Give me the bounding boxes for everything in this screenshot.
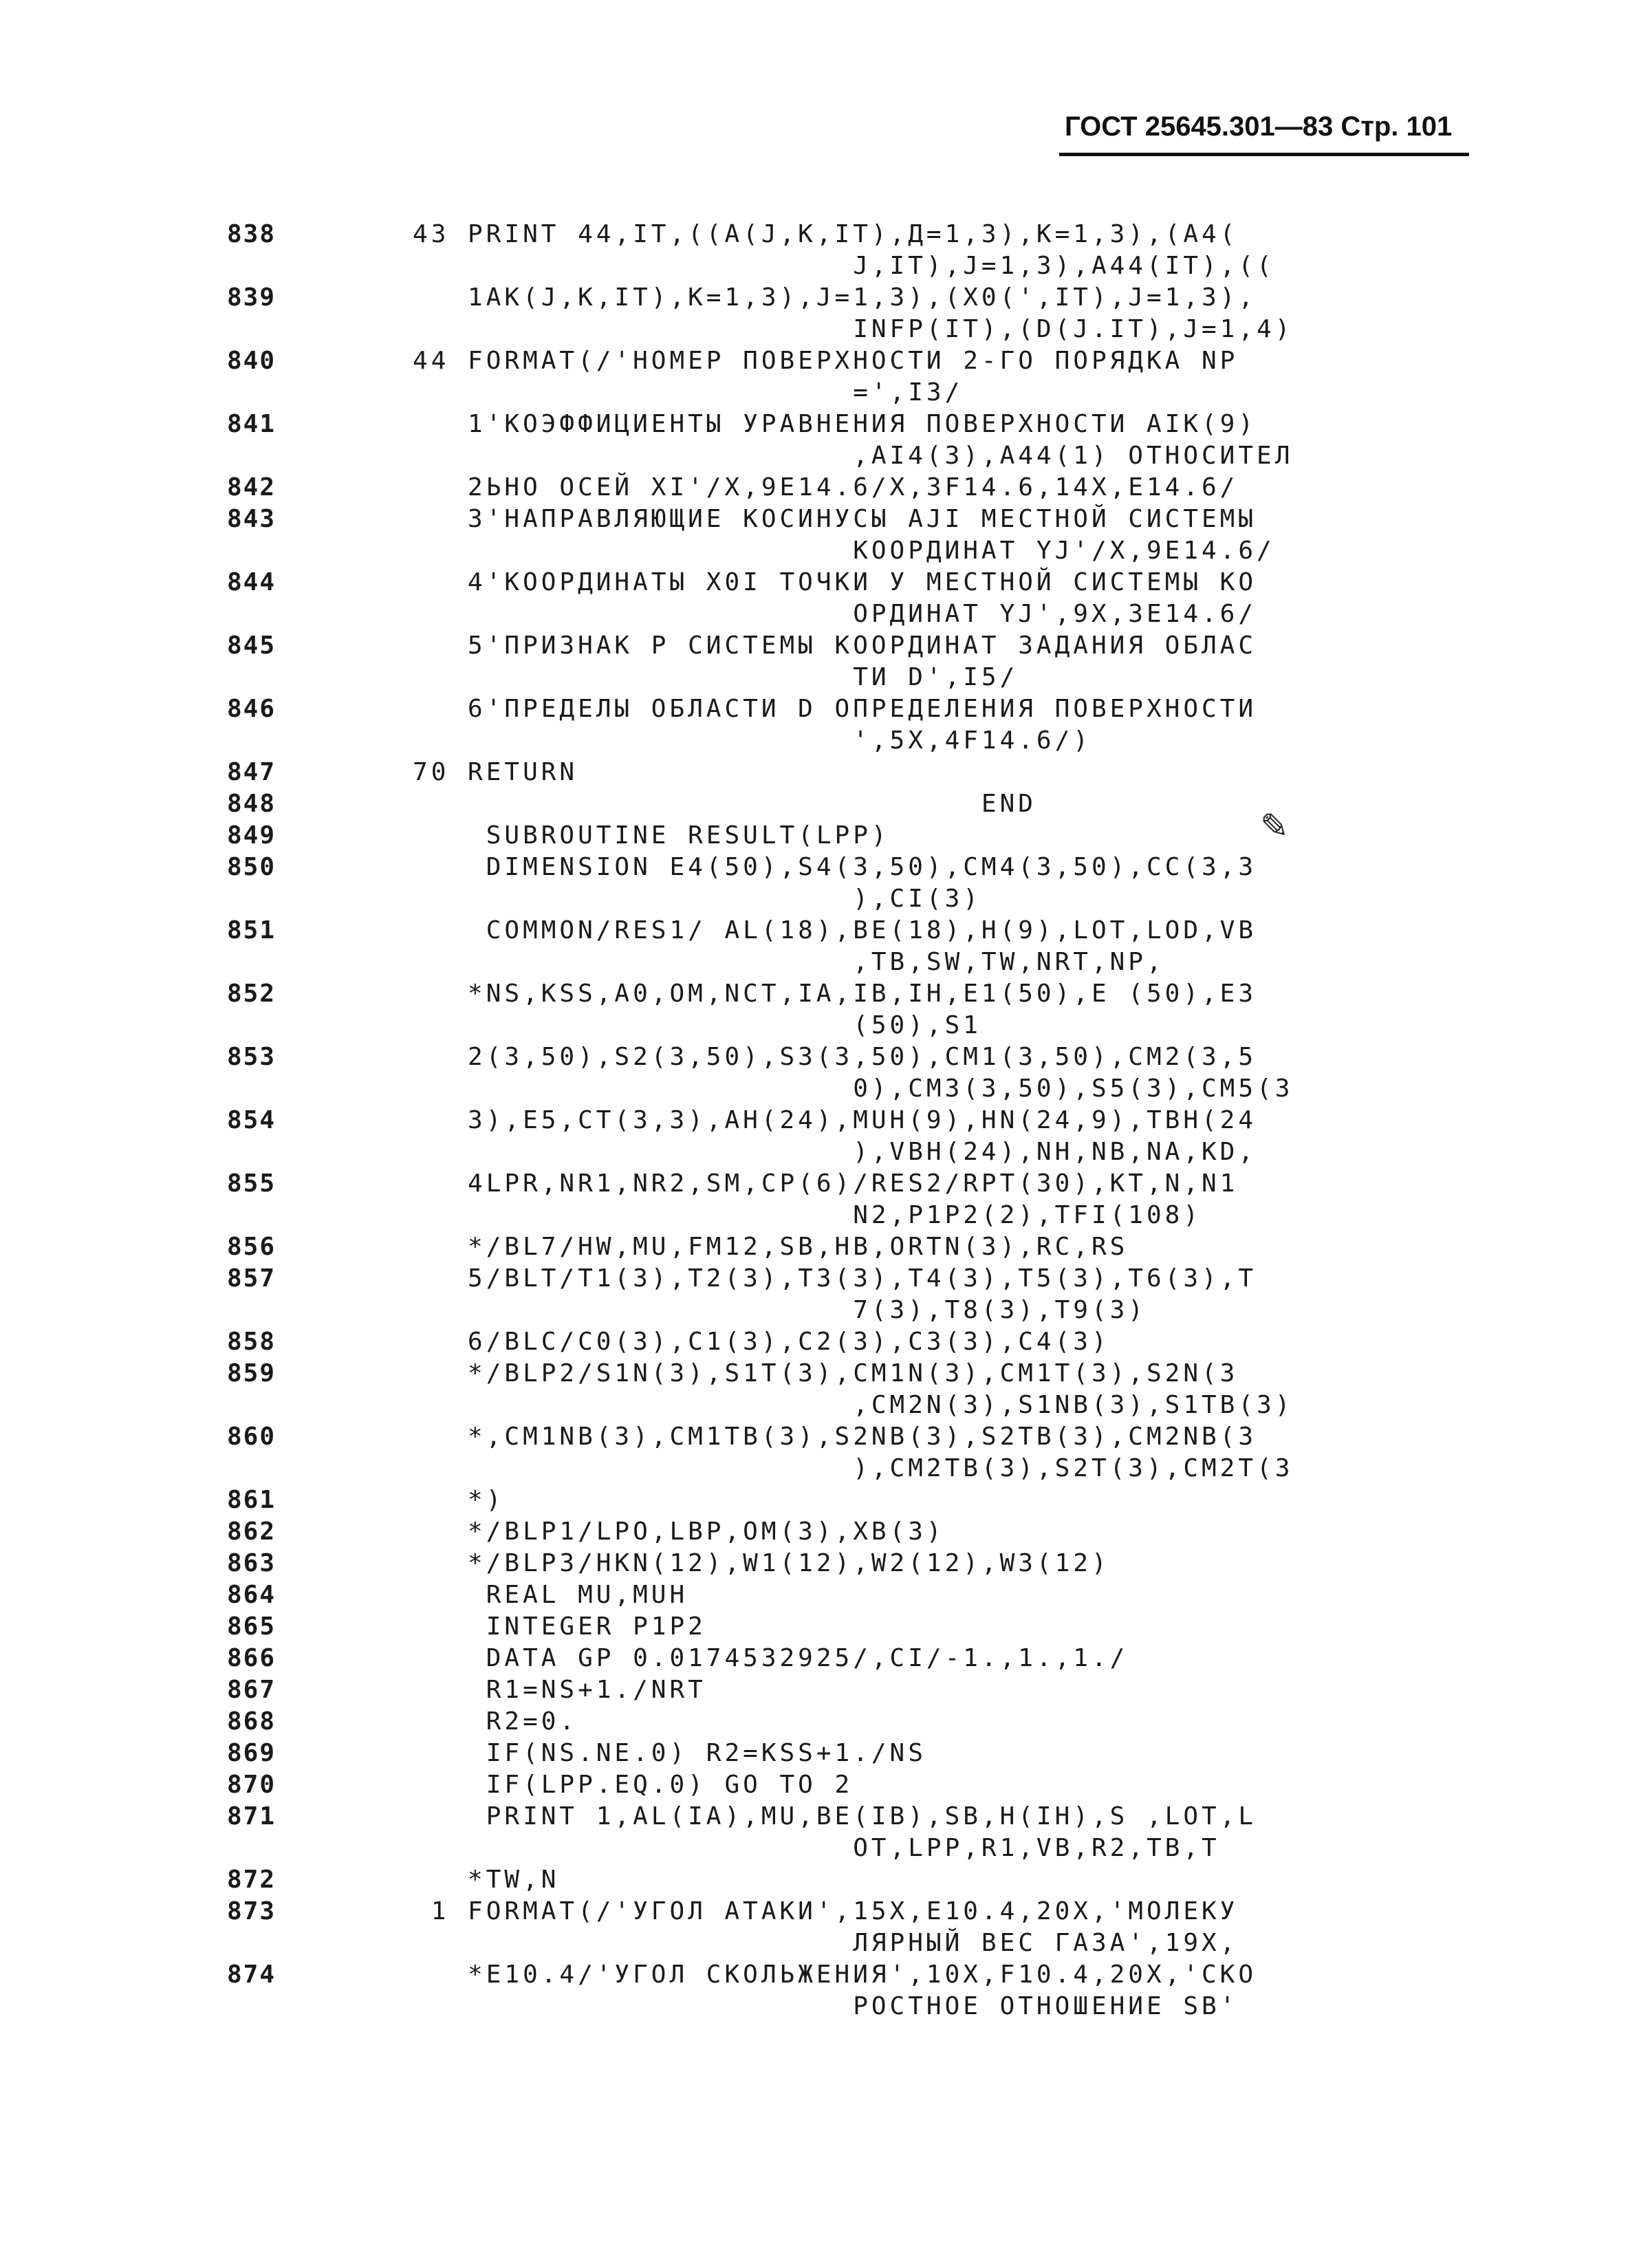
line-code: */BL7/HW,MU,FM12,SB,HB,ORTN(3),RC,RS	[358, 1233, 1129, 1261]
line-number: 853	[227, 1043, 276, 1071]
line-number: 848	[227, 790, 276, 818]
line-code: ,CM2N(3),S1NB(3),S1TB(3)	[358, 1391, 1294, 1419]
line-code: *NS,KSS,A0,OM,NCT,IA,IB,IH,E1(50),E (50),E3	[358, 980, 1257, 1008]
line-code: ),CM2TB(3),S2T(3),CM2T(3	[358, 1454, 1294, 1482]
line-code: 2(3,50),S2(3,50),S3(3,50),CM1(3,50),CM2(3,5	[358, 1043, 1257, 1071]
line-code: 3),E5,CT(3,3),AH(24),MUH(9),HN(24,9),TBH(24	[358, 1106, 1257, 1134]
line-code: R2=0.	[358, 1707, 578, 1736]
line-number: 856	[227, 1233, 276, 1261]
line-number: 846	[227, 695, 276, 723]
line-number: 869	[227, 1739, 276, 1767]
line-code: 6'ПРЕДЕЛЫ ОБЛАСТИ D ОПРЕДЕЛЕНИЯ ПОВЕРХНОСТИ	[358, 695, 1257, 723]
line-code: *)	[358, 1486, 505, 1514]
line-code: ЛЯРНЫЙ ВЕС ГАЗА',19X,	[358, 1929, 1239, 1957]
line-code: REAL MU,MUH	[358, 1581, 688, 1609]
line-code: OT,LPP,R1,VB,R2,TB,T	[358, 1834, 1220, 1862]
line-number: 842	[227, 473, 276, 501]
line-code: PRINT 1,AL(IA),MU,BE(IB),SB,H(IH),S ,LOT,L	[358, 1802, 1257, 1830]
line-number: 862	[227, 1518, 276, 1546]
line-number: 872	[227, 1866, 276, 1894]
line-code: */BLP2/S1N(3),S1T(3),CM1N(3),CM1T(3),S2N(3	[358, 1359, 1239, 1387]
line-code: 1 FORMAT(/'УГОЛ АТАКИ',15X,E10.4,20X,'МОЛЕКУ	[358, 1897, 1239, 1925]
line-code: R1=NS+1./NRT	[358, 1676, 706, 1704]
line-number: 838	[227, 220, 276, 248]
line-code: ,TB,SW,TW,NRT,NP,	[358, 948, 1165, 976]
line-number: 841	[227, 410, 276, 438]
line-code: ),CI(3)	[358, 885, 981, 913]
line-number: 843	[227, 505, 276, 533]
line-code: (50),S1	[358, 1011, 981, 1039]
line-code: КООРДИНАТ YJ'/X,9E14.6/	[358, 537, 1275, 565]
line-code: INTEGER P1P2	[358, 1612, 706, 1641]
line-number: 874	[227, 1961, 276, 1989]
line-code: ',5X,4F14.6/)	[358, 726, 1092, 755]
line-code: 44 FORMAT(/'НОМЕР ПОВЕРХНОСТИ 2-ГО ПОРЯДКА NP	[358, 347, 1239, 375]
line-code: IF(LPP.EQ.0) GO TO 2	[358, 1771, 854, 1799]
line-number: 839	[227, 283, 276, 312]
line-code: *E10.4/'УГОЛ СКОЛЬЖЕНИЯ',10X,F10.4,20X,'СКО	[358, 1961, 1257, 1989]
line-code: ,AI4(3),A44(1) ОТНОСИТЕЛ	[358, 442, 1294, 470]
page-header: ГОСТ 25645.301—83 Стр. 101	[1065, 111, 1453, 142]
line-number: 868	[227, 1707, 276, 1736]
line-number: 854	[227, 1106, 276, 1134]
line-number: 860	[227, 1423, 276, 1451]
line-code: DIMENSION E4(50),S4(3,50),CM4(3,50),CC(3,3	[358, 853, 1257, 881]
line-number: 873	[227, 1897, 276, 1925]
line-code: 70 RETURN	[358, 758, 578, 786]
line-code: 3'НАПРАВЛЯЮЩИЕ КОСИНУСЫ AJI МЕСТНОЙ СИСТЕМЫ	[358, 505, 1257, 533]
line-code: SUBROUTINE RESULT(LPP)	[358, 821, 890, 850]
line-number: 849	[227, 821, 276, 850]
line-number: 845	[227, 631, 276, 660]
line-number: 867	[227, 1676, 276, 1704]
line-number: 866	[227, 1644, 276, 1672]
line-number: 851	[227, 916, 276, 944]
line-number: 871	[227, 1802, 276, 1830]
line-code: */BLP3/HKN(12),W1(12),W2(12),W3(12)	[358, 1549, 1110, 1577]
line-code: */BLP1/LPO,LBP,OM(3),XB(3)	[358, 1518, 945, 1546]
line-code: 7(3),T8(3),T9(3)	[358, 1296, 1147, 1324]
margin-mark: ✎	[1260, 806, 1289, 846]
line-number: 844	[227, 568, 276, 596]
line-number: 863	[227, 1549, 276, 1577]
line-code: IF(NS.NE.0) R2=KSS+1./NS	[358, 1739, 926, 1767]
line-code: 1'КОЭФФИЦИЕНТЫ УРАВНЕНИЯ ПОВЕРХНОСТИ AIK(9)	[358, 410, 1257, 438]
line-code: 4LPR,NR1,NR2,SM,CP(6)/RES2/RPT(30),KT,N,N1	[358, 1169, 1239, 1198]
line-number: 855	[227, 1169, 276, 1198]
line-code: ОРДИНАТ YJ',9X,3E14.6/	[358, 600, 1257, 628]
line-number: 865	[227, 1612, 276, 1641]
line-code: J,IT),J=1,3),A44(IT),((	[358, 252, 1275, 280]
line-number: 870	[227, 1771, 276, 1799]
line-code: 0),CM3(3,50),S5(3),CM5(3	[358, 1074, 1294, 1103]
line-code: END	[358, 790, 1037, 818]
line-code: 5/BLT/T1(3),T2(3),T3(3),T4(3),T5(3),T6(3),T	[358, 1264, 1257, 1293]
line-code: DATA GP 0.0174532925/,CI/-1.,1.,1./	[358, 1644, 1129, 1672]
line-code: INFP(IT),(D(J.IT),J=1,4)	[358, 315, 1294, 343]
line-code: *,CM1NB(3),CM1TB(3),S2NB(3),S2TB(3),CM2NB(3	[358, 1423, 1257, 1451]
line-number: 840	[227, 347, 276, 375]
line-code: =',I3/	[358, 378, 964, 407]
line-code: ),VBH(24),NH,NB,NA,KD,	[358, 1138, 1257, 1166]
line-code: 1AK(J,K,IT),K=1,3),J=1,3),(X0(',IT),J=1,3),	[358, 283, 1257, 312]
line-code: COMMON/RES1/ AL(18),BE(18),H(9),LOT,LOD,VB	[358, 916, 1257, 944]
line-number: 850	[227, 853, 276, 881]
line-code: 2ЬНО ОСЕЙ XI'/X,9E14.6/X,3F14.6,14X,E14.6/	[358, 473, 1239, 501]
line-code: 6/BLC/C0(3),C1(3),C2(3),C3(3),C4(3)	[358, 1328, 1110, 1356]
line-code: 43 PRINT 44,IT,((A(J,K,IT),Д=1,3),K=1,3),(A4(	[358, 220, 1239, 248]
line-number: 859	[227, 1359, 276, 1387]
line-number: 847	[227, 758, 276, 786]
header-rule	[1059, 153, 1469, 156]
line-code: РОСТНОЕ ОТНОШЕНИЕ SB'	[358, 1992, 1239, 2020]
line-number: 861	[227, 1486, 276, 1514]
line-number: 858	[227, 1328, 276, 1356]
line-number: 864	[227, 1581, 276, 1609]
line-code: ТИ D',I5/	[358, 663, 1019, 691]
line-number: 857	[227, 1264, 276, 1293]
line-code: N2,P1P2(2),TFI(108)	[358, 1201, 1202, 1229]
line-number: 852	[227, 980, 276, 1008]
line-code: 5'ПРИЗНАК Р СИСТЕМЫ КООРДИНАТ ЗАДАНИЯ ОБЛАС	[358, 631, 1257, 660]
line-code: *TW,N	[358, 1866, 560, 1894]
line-code: 4'КООРДИНАТЫ X0I ТОЧКИ У МЕСТНОЙ СИСТЕМЫ КО	[358, 568, 1257, 596]
